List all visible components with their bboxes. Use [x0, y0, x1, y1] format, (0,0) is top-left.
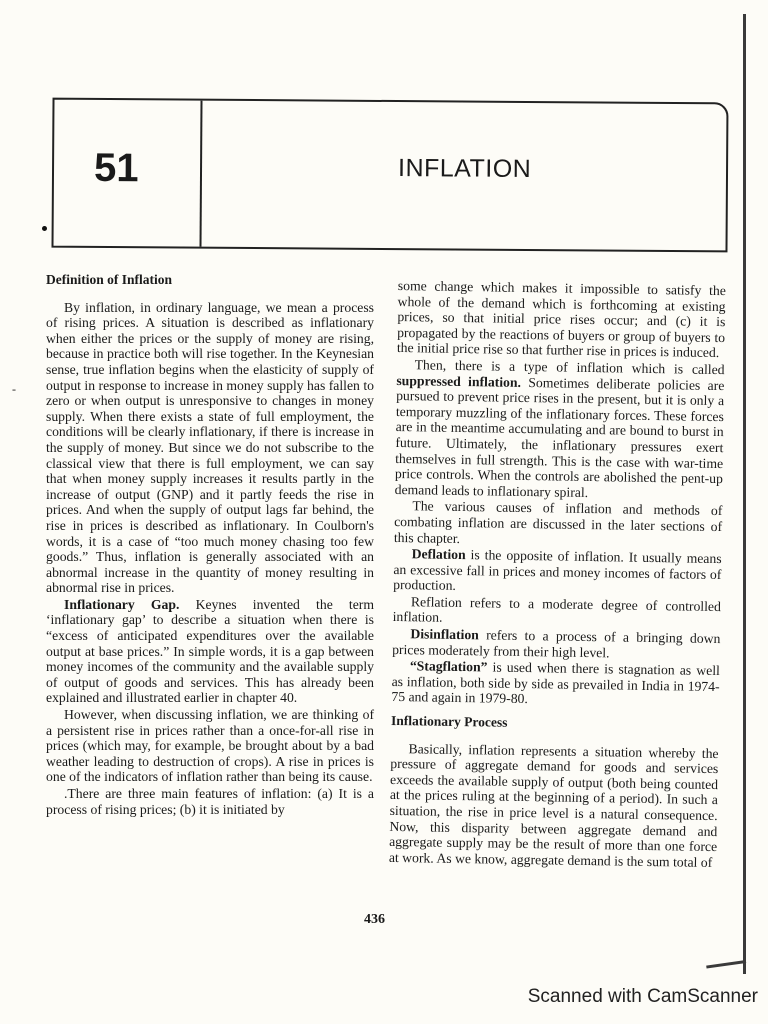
- chapter-number: 51: [93, 145, 139, 191]
- page-corner-line: [706, 960, 746, 969]
- section-heading-process: Inflationary Process: [390, 712, 508, 730]
- header-divider: [199, 101, 202, 247]
- chapter-title: INFLATION: [397, 154, 532, 183]
- term-deflation: Deflation: [411, 546, 466, 563]
- paragraph-deflation: [393, 546, 722, 598]
- term-stagflation: “Stagflation”: [409, 658, 488, 675]
- term-disinflation: Disinflation: [410, 626, 479, 643]
- right-column: [389, 278, 726, 871]
- margin-dot: [42, 226, 47, 231]
- paragraph-text: is used when there is stagnation as well as inflation, both side by side as prevailed in India in 1974-75 and again in 1979-80.: [391, 659, 720, 707]
- paragraph-text: is the opposite of inflation. It usually means an excessive fall in prices and money incomes of factors of production.: [393, 547, 722, 594]
- paragraph-text: refers to a process of a bringing down prices moderately from their high level.: [392, 627, 721, 661]
- paragraph-text: Keynes invented the term ‘inflationary gap’ to describe a situation when there is “excess of anticipated expenditures over the available output at base prices.” In simple words, it is a gap between money incomes of the community and the available supply of output of goods and services. This has already been explained and illustrated earlier in chapter 40.: [46, 596, 374, 706]
- paragraph-suppressed-inflation: [395, 357, 725, 502]
- scanner-watermark: Scanned with CamScanner: [527, 986, 758, 1007]
- paragraph: By inflation, in ordinary language, we mean a process of rising prices. A situation is described as inflationary when either the prices or the supply of money are rising, because in practice both will rise together. In the Keynesian sense, true inflation begins when the elasticity of supply of output in response to increase in money supply has fallen to zero or when output is unresponsive to changes in money supply. When there exists a state of full employment, the conditions will be clearly inflationary, if there is increase in the supply of money. But since we do not subscribe to the classical view that there is full employment, we can say that when money supply increases it results partly in the increase of output (GNP) and it partly feeds the rise in prices. And when the supply of output lags far behind, the rise in prices is described as inflationary. In Coulborn's words, it is a case of “too much money chasing too few goods.” Thus, inflation is generally associated with an abnormal increase in the quantity of money resulting in abnormal rise in prices.: [46, 299, 374, 596]
- paragraph: .There are three main features of inflation: (a) It is a process of rising prices; (b) it is initiated by: [46, 786, 374, 817]
- paragraph: The various causes of inflation and methods of combating inflation are discussed in the later sections of this chapter.: [393, 498, 723, 546]
- paragraph: Basically, inflation represents a situation whereby the pressure of aggregate demand for goods and services exceeds the available supply of output (both being counted at the prices ruling at the beginning of a period). In such a situation, the rise in price level is a natural consequence. Now, this disparity between aggregate demand and aggregate supply may be the result of more than one force at work. As we know, aggregate demand is the sum total of: [388, 740, 719, 870]
- paragraph-stagflation: [391, 658, 720, 710]
- paragraph: some change which makes it impossible to satisfy the whole of the demand which is forthcoming at existing prices, so that initial price rises occur; and (c) it is propagated by the reactions of buyers or group of buyers to the initial price rise so that further rise in prices is induced.: [396, 278, 726, 361]
- paragraph-reflation: Reflation refers to a moderate degree of controlled inflation.: [392, 594, 721, 626]
- section-heading-definition: Definition of Inflation: [46, 272, 173, 287]
- paragraph-disinflation: [392, 626, 720, 662]
- term-suppressed-inflation: suppressed inflation.: [396, 372, 522, 390]
- page-number: 436: [364, 912, 385, 927]
- term-inflationary-gap: Inflationary Gap.: [64, 596, 180, 612]
- paragraph-text: Sometimes deliberate policies are pursued to prevent price rises in the present, but it is only a temporary muzzling of the inflationary forces. These forces are in the meantime accumulating and are bound to burst in future. Ultimately, the inflationary pressures exert themselves in full strength. This is the case with war-time price controls. When the controls are abolished the pent-up demand leads to inflationary spiral.: [394, 374, 725, 500]
- page-edge-line: [743, 14, 746, 974]
- left-column: [46, 272, 374, 818]
- chapter-header-box: [51, 98, 728, 253]
- paragraph-text: Then, there is a type of inflation which is called: [414, 357, 725, 378]
- margin-mark: -: [12, 382, 16, 396]
- paragraph-inflationary-gap: [46, 597, 374, 706]
- paragraph: However, when discussing inflation, we are thinking of a persistent rise in prices rather than a once-for-all rise in prices (which may, for example, be brought about by a bad weather leading to destruction of crops). A rise in prices is one of the indicators of inflation rather than being its cause.: [46, 707, 374, 785]
